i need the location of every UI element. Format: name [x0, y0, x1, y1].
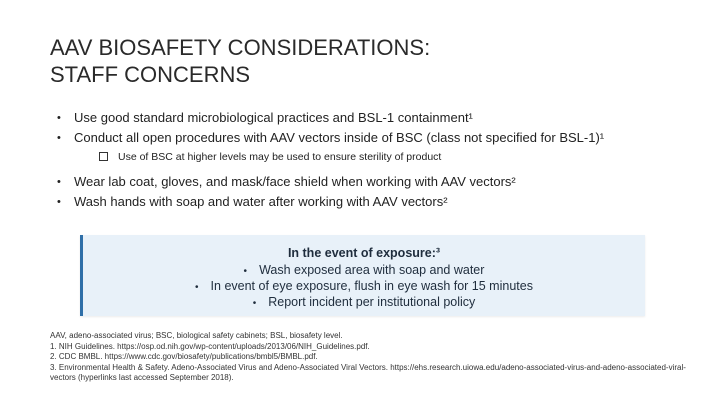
- bullet-text: Wash hands with soap and water after working with AAV vectors²: [74, 194, 448, 209]
- footnotes: [50, 331, 700, 384]
- callout-title: In the event of exposure:³: [287, 246, 441, 260]
- bullet-item: [50, 108, 710, 128]
- slide-title-line-2: STAFF CONCERNS: [50, 62, 251, 87]
- bullet-text: Wear lab coat, gloves, and mask/face shield when working with AAV vectors²: [74, 174, 516, 189]
- callout-item-text: In event of eye exposure, flush in eye wash for 15 minutes: [210, 279, 533, 293]
- bullet-text: Use good standard microbiological practices and BSL-1 containment¹: [74, 110, 473, 125]
- sub-bullet-item: [50, 148, 710, 166]
- callout-item-text: Report incident per institutional policy: [268, 295, 476, 309]
- bullet-item: [50, 192, 710, 212]
- sub-bullet-text: Use of BSC at higher levels may be used to ensure sterility of product: [118, 151, 442, 163]
- callout-bullet-marker: •: [195, 282, 199, 293]
- callout-item-text: Wash exposed area with soap and water: [259, 263, 485, 277]
- bullet-list: [50, 108, 710, 212]
- checkbox-square-icon: [99, 152, 108, 161]
- reference-item: 1. NIH Guidelines. https://osp.od.nih.gov/wp-content/uploads/2013/06/NIH_Guidelines.pdf.: [50, 341, 370, 351]
- callout-bullet-marker: •: [243, 266, 248, 277]
- callout-item: [83, 295, 645, 309]
- bullet-item: [50, 128, 710, 148]
- bullet-marker: •: [57, 196, 61, 208]
- callout-item: [83, 279, 645, 293]
- callout-bullet-marker: •: [252, 298, 257, 309]
- bullet-marker: •: [57, 112, 61, 124]
- slide-title: [50, 34, 670, 88]
- bullet-item: [50, 172, 710, 192]
- slide-title-line-1: AAV BIOSAFETY CONSIDERATIONS:: [50, 35, 431, 60]
- bullet-marker: •: [57, 176, 61, 188]
- reference-item: 3. Environmental Health & Safety. Adeno-Associated Virus and Adeno-Associated Viral Vectors. https://ehs.research.uiowa.edu/adeno-associated-virus-and-adeno-associated-viral-vectors (hyperlinks last accessed September 2018).: [50, 362, 686, 382]
- exposure-callout-box: [80, 235, 645, 316]
- callout-item: [83, 263, 645, 277]
- bullet-marker: •: [57, 132, 61, 144]
- reference-item: 2. CDC BMBL. https://www.cdc.gov/biosafety/publications/bmbl5/BMBL.pdf.: [50, 352, 318, 361]
- abbreviations-note: AAV, adeno-associated virus; BSC, biological safety cabinets; BSL, biosafety level.: [50, 331, 343, 340]
- bullet-text: Conduct all open procedures with AAV vectors inside of BSC (class not specified for BSL-1)¹: [74, 130, 605, 145]
